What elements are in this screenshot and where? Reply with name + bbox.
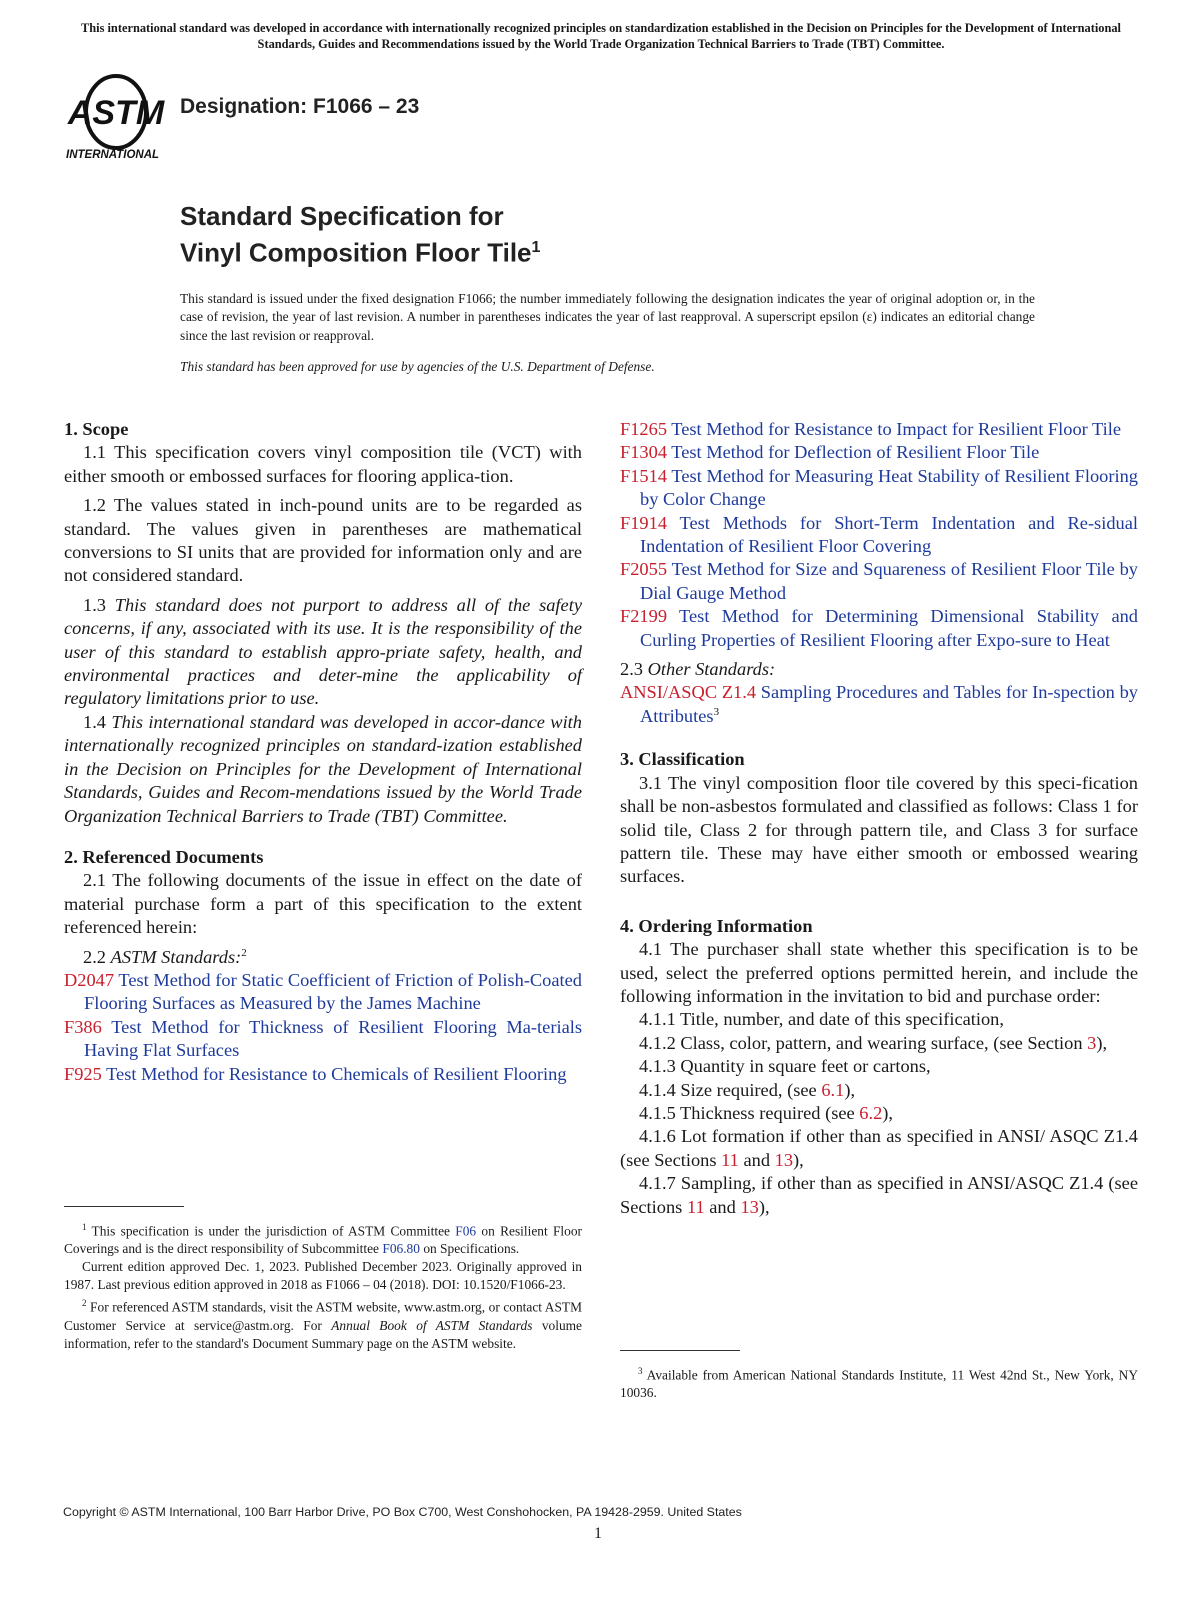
item-4-1-4-text: 4.1.4 Size required, (see xyxy=(639,1079,817,1100)
title-footnote-marker: 1 xyxy=(531,239,541,256)
footnote-1 xyxy=(64,1218,582,1258)
section-6-2-link[interactable]: 6.2 xyxy=(859,1102,883,1123)
ref-item-ansi xyxy=(620,681,1138,728)
item-4-1-4-end: ), xyxy=(844,1079,856,1100)
section-11-link[interactable]: 11 xyxy=(686,1196,705,1217)
para-1-2: 1.2 The values stated in inch-pound units are to be regarded as standard. The values given in parentheses are mathematical conversions to SI units that are provided for information only and are not considered standard. xyxy=(64,495,582,586)
footnote-2-italic: Annual Book of ASTM Standards xyxy=(331,1317,533,1333)
para-2-2 xyxy=(64,946,582,969)
item-4-1-6 xyxy=(620,1125,1138,1172)
item-4-1-1: 4.1.1 Title, number, and date of this specification, xyxy=(639,1009,1004,1030)
page-number: 1 xyxy=(594,1525,602,1542)
title-line-1: Standard Specification for xyxy=(180,201,504,231)
para-2-3-number: 2.3 xyxy=(620,659,643,680)
footnote-2-text-b: volume information, refer to the standard's Document Summary page on the ASTM website. xyxy=(64,1317,582,1351)
ref-code-link[interactable]: F2199 xyxy=(620,606,668,627)
designation: Designation: F1066 – 23 xyxy=(180,95,420,118)
standardization-notice: This international standard was developed in accordance with internationally recognized principles on standardization established in the Decision on Principles for the Development of International Standards, Guides and Recommendations issued by the World Trade Organization Technical Barriers to Trade (TBT) Committee. xyxy=(80,21,1122,51)
ref-code-link[interactable]: F925 xyxy=(64,1063,102,1084)
ref-code-link[interactable]: F386 xyxy=(64,1016,102,1037)
item-4-1-6-end: ), xyxy=(793,1149,804,1170)
ref-title-link[interactable]: Test Method for Resistance to Chemicals of Resilient Flooring xyxy=(106,1063,567,1084)
title-line-2: Vinyl Composition Floor Tile xyxy=(180,237,532,268)
ref-code-link[interactable]: ANSI/ASQC Z1.4 xyxy=(620,682,757,703)
ref-item-f1914 xyxy=(620,512,1138,559)
ref-title-link[interactable]: Test Method for Static Coefficient of Friction of Polish-Coated Flooring Surfaces as Measured by the James Machine xyxy=(84,969,583,1014)
section-1-heading: 1. Scope xyxy=(64,419,129,439)
section-4-heading: 4. Ordering Information xyxy=(620,915,813,936)
para-2-1: 2.1 The following documents of the issue in effect on the date of material purchase form a part of this specification to the extent referenced herein: xyxy=(64,870,582,938)
section-2-heading: 2. Referenced Documents xyxy=(64,846,264,867)
item-4-1-5-end: ), xyxy=(882,1102,894,1123)
logo-text: ASTM xyxy=(67,94,165,132)
item-4-1-7-end: ), xyxy=(758,1196,770,1217)
item-4-1-2 xyxy=(620,1032,1138,1055)
ref-item-d2047 xyxy=(64,969,582,1016)
ref-code-link[interactable]: F1514 xyxy=(620,465,668,486)
item-4-1-3: 4.1.3 Quantity in square feet or cartons, xyxy=(639,1056,931,1077)
footnote-2-marker: 2 xyxy=(241,946,247,959)
item-4-1-5-text: 4.1.5 Thickness required (see xyxy=(639,1102,855,1123)
footnote-2-text-a: For referenced ASTM standards, visit the ASTM website, www.astm.org, or contact ASTM Customer Service at service@astm.org. For xyxy=(64,1299,582,1333)
ref-item-f1514 xyxy=(620,465,1138,512)
section-11-link[interactable]: 11 xyxy=(721,1149,739,1170)
para-1-1: 1.1 This specification covers vinyl composition tile (VCT) with either smooth or embossed surfaces for flooring applica-tion. xyxy=(64,442,582,486)
para-1-4-text: This international standard was developed in accor-dance with internationally recognized principles on standard-ization established in the Decision on Principles for the Development of International Standards, Guides and Recom-mendations issued by the World Trade Organization Technical Barriers to Trade (TBT) Committee. xyxy=(64,711,582,826)
ref-code-link[interactable]: D2047 xyxy=(64,969,115,990)
ref-title-link[interactable]: Test Method for Determining Dimensional Stability and Curling Properties of Resilient Flooring after Expo-sure to Heat xyxy=(640,606,1139,650)
astm-logo xyxy=(64,72,168,164)
para-2-3 xyxy=(620,658,1138,681)
ref-item-f925 xyxy=(64,1063,582,1086)
ref-title-link[interactable]: Test Method for Measuring Heat Stability of Resilient Flooring by Color Change xyxy=(640,465,1139,510)
astm-logo-graphic xyxy=(64,72,168,164)
ref-code-link[interactable]: F2055 xyxy=(620,559,668,580)
ref-item-f1304 xyxy=(620,441,1138,464)
copyright-line: Copyright © ASTM International, 100 Barr Harbor Drive, PO Box C700, West Conshohocken, PA 19428-2959. United States xyxy=(63,1505,742,1519)
item-4-1-7-text: 4.1.7 Sampling, if other than as specified in ANSI/ASQC Z1.4 (see Sections xyxy=(620,1173,1138,1217)
left-column xyxy=(64,418,582,1086)
section-13-link[interactable]: 13 xyxy=(740,1196,759,1217)
footnote-rule-left xyxy=(64,1206,184,1207)
para-1-3-number: 1.3 xyxy=(83,594,106,615)
right-column xyxy=(620,418,1138,1219)
footnote-3-marker-bottom: 3 xyxy=(638,1366,643,1376)
footnote-1-edition: Current edition approved Dec. 1, 2023. Published December 2023. Originally approved in 1987. Last previous edition approved in 2018 as F1066 – 04 (2018). DOI: 10.1520/F1066-23. xyxy=(64,1259,582,1293)
logo-caption: INTERNATIONAL xyxy=(66,149,160,161)
ref-title-link[interactable]: Test Method for Deflection of Resilient Floor Tile xyxy=(671,442,1040,463)
footnote-1-text-b: on Resilient Floor Coverings and is the direct responsibility of Subcommittee xyxy=(64,1223,582,1257)
ref-item-f1265 xyxy=(620,418,1138,441)
ref-item-f2055 xyxy=(620,558,1138,605)
footnote-2 xyxy=(64,1294,582,1352)
section-3-heading: 3. Classification xyxy=(620,749,745,770)
item-4-1-2-text: 4.1.2 Class, color, pattern, and wearing surface, (see Section xyxy=(639,1032,1083,1053)
footnote-3-text: Available from American National Standards Institute, 11 West 42nd St., New York, NY 10036. xyxy=(620,1367,1138,1401)
other-standards-label: Other Standards: xyxy=(647,659,776,680)
item-4-1-6-text: 4.1.6 Lot formation if other than as specified in ANSI/ ASQC Z1.4 (see Sections xyxy=(620,1126,1138,1170)
footnote-3 xyxy=(620,1362,1138,1402)
ref-title-link[interactable]: Test Methods for Short-Term Indentation and Re-sidual Indentation of Resilient Floor Covering xyxy=(640,512,1138,557)
footnote-1-text-c: on Specifications. xyxy=(423,1241,520,1257)
preamble: This standard is issued under the fixed designation F1066; the number immediately following the designation indicates the year of original adoption or, in the case of revision, the year of last revision. A number in parentheses indicates the year of last reapproval. A superscript epsilon (ε) indicates an editorial change since the last revision or reapproval. xyxy=(180,291,1035,343)
para-3-1: 3.1 The vinyl composition floor tile covered by this speci-fication shall be non-asbestos formulated and classified as follows: Class 1 for solid tile, Class 2 for through pattern tile, and Class 3 for surface pattern tile. These may have either smooth or embossed wearing surfaces. xyxy=(620,772,1138,887)
committee-f06-link[interactable]: F06 xyxy=(455,1223,477,1239)
item-4-1-7-and: and xyxy=(709,1196,736,1217)
ref-title-link[interactable]: Sampling Procedures and Tables for In-spection by Attributes xyxy=(640,682,1138,726)
ref-code-link[interactable]: F1914 xyxy=(620,512,668,533)
para-1-3 xyxy=(64,594,582,711)
para-1-4 xyxy=(64,711,582,828)
para-1-3-text: This standard does not purport to address all of the safety concerns, if any, associated with its use. It is the responsibility of the user of this standard to establish appro-priate safety, health, and environmental practices and deter-mine the applicability of regulatory limitations prior to use. xyxy=(64,594,582,709)
ref-code-link[interactable]: F1265 xyxy=(620,419,668,439)
para-4-1: 4.1 The purchaser shall state whether this specification is to be used, select the preferred options permitted herein, and include the following information in the invitation to bid and purchase order: xyxy=(620,939,1138,1006)
section-13-link[interactable]: 13 xyxy=(774,1149,794,1170)
dod-approval-note: This standard has been approved for use by agencies of the U.S. Department of Defense. xyxy=(180,359,655,374)
ref-item-f386 xyxy=(64,1016,582,1063)
item-4-1-5 xyxy=(620,1102,1138,1125)
footnote-2-marker-bottom: 2 xyxy=(82,1298,87,1309)
footnote-rule-right xyxy=(620,1350,740,1351)
subcommittee-f06-80-link[interactable]: F06.80 xyxy=(382,1241,420,1257)
para-1-4-number: 1.4 xyxy=(83,711,106,732)
footnote-1-text-a: This specification is under the jurisdiction of ASTM Committee xyxy=(91,1223,450,1239)
footnote-3-marker: 3 xyxy=(713,705,720,718)
para-2-2-number: 2.2 xyxy=(83,946,106,967)
ref-title-link[interactable]: Test Method for Size and Squareness of Resilient Floor Tile by Dial Gauge Method xyxy=(640,559,1139,603)
section-3-link[interactable]: 3 xyxy=(1087,1032,1097,1053)
item-4-1-7 xyxy=(620,1172,1138,1219)
ref-title-link[interactable]: Test Method for Thickness of Resilient Flooring Ma-terials Having Flat Surfaces xyxy=(84,1016,582,1061)
footnotes-left xyxy=(64,1218,582,1353)
footnote-1-marker: 1 xyxy=(82,1222,87,1232)
item-4-1-2-end: ), xyxy=(1096,1032,1108,1053)
item-4-1-6-and: and xyxy=(743,1149,771,1170)
ref-item-f2199 xyxy=(620,605,1138,652)
astm-standards-label: ASTM Standards: xyxy=(110,946,242,967)
ref-title-link[interactable]: Test Method for Resistance to Impact for Resilient Floor Tile xyxy=(671,419,1122,439)
section-6-1-link[interactable]: 6.1 xyxy=(821,1079,845,1100)
document-title xyxy=(180,200,540,269)
ref-code-link[interactable]: F1304 xyxy=(620,442,668,463)
item-4-1-4 xyxy=(620,1079,1138,1102)
